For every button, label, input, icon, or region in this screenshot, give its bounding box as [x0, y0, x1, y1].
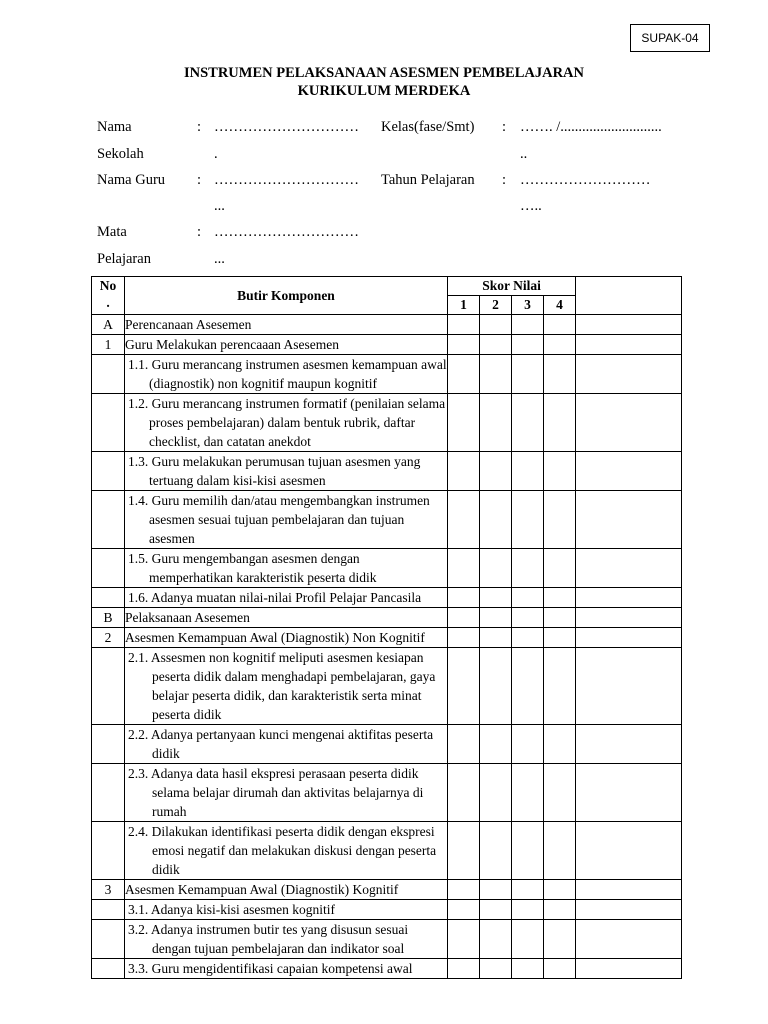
component-item: 1.4. Guru memilih dan/atau mengembangkan instrumen asesmen sesuai tujuan pembelajaran dan tujuan asesmen [128, 493, 430, 546]
score-cell-1[interactable] [448, 920, 480, 959]
score-cell-4[interactable] [544, 491, 576, 549]
component-item: 2.2. Adanya pertanyaan kunci mengenai aktifitas peserta didik [128, 727, 434, 761]
score-cell-4[interactable] [544, 335, 576, 355]
section-label: Guru Melakukan perencaaan Asesemen [125, 337, 340, 352]
score-cell-1[interactable] [448, 900, 480, 920]
title-line-2: KURIKULUM MERDEKA [297, 83, 471, 99]
component-cell [125, 822, 448, 880]
component-item: 1.5. Guru mengembangan asesmen dengan memperhatikan karakteristik peserta didik [128, 551, 377, 585]
nama-guru-value: ………………………… [214, 172, 359, 188]
table-row [92, 588, 682, 608]
score-cell-3[interactable] [512, 628, 544, 648]
row-number [92, 491, 125, 549]
row-number: 1 [92, 335, 125, 355]
table-row [92, 764, 682, 822]
kelas-value: ……. /............................ [520, 119, 662, 135]
component-item: 3.1. Adanya kisi-kisi asesmen kognitif [128, 902, 335, 917]
score-cell-1[interactable] [448, 725, 480, 764]
component-cell [125, 608, 448, 628]
component-item: 3.3. Guru mengidentifikasi capaian kompetensi awal [128, 961, 413, 976]
score-cell-1[interactable] [448, 608, 480, 628]
table-row [92, 315, 682, 335]
score-cell-3[interactable] [512, 920, 544, 959]
score-cell-1[interactable] [448, 959, 480, 979]
score-cell-2[interactable] [480, 822, 512, 880]
notes-cell[interactable] [576, 394, 682, 452]
notes-cell[interactable] [576, 880, 682, 900]
score-cell-4[interactable] [544, 452, 576, 491]
component-item: 1.1. Guru merancang instrumen asesmen kemampuan awal (diagnostik) non kognitif maupun kognitif [128, 357, 447, 391]
table-row [92, 880, 682, 900]
score-cell-3[interactable] [512, 822, 544, 880]
score-cell-1[interactable] [448, 491, 480, 549]
notes-cell[interactable] [576, 315, 682, 335]
score-cell-1[interactable] [448, 880, 480, 900]
table-row [92, 335, 682, 355]
score-cell-4[interactable] [544, 608, 576, 628]
score-cell-1[interactable] [448, 335, 480, 355]
header-skor-nilai: Skor Nilai [448, 277, 576, 296]
row-number [92, 588, 125, 608]
score-cell-3[interactable] [512, 355, 544, 394]
score-cell-1[interactable] [448, 822, 480, 880]
component-cell [125, 900, 448, 920]
section-label: Asesmen Kemampuan Awal (Diagnostik) Kognitif [125, 882, 399, 897]
kelas-colon: : [502, 119, 507, 135]
score-cell-4[interactable] [544, 549, 576, 588]
section-label: Perencanaan Asesemen [125, 317, 252, 332]
row-number [92, 764, 125, 822]
component-item: 1.2. Guru merancang instrumen formatif (penilaian selama proses pembelajaran) dalam bentuk rubrik, daftar checklist, dan catatan anekdot [128, 396, 446, 449]
score-cell-1[interactable] [448, 588, 480, 608]
component-cell [125, 394, 448, 452]
pelajaran-tail: ... [214, 251, 225, 267]
score-cell-1[interactable] [448, 648, 480, 725]
score-cell-3[interactable] [512, 880, 544, 900]
score-cell-2[interactable] [480, 900, 512, 920]
mata-value: ………………………… [214, 224, 359, 240]
score-cell-1[interactable] [448, 628, 480, 648]
row-number [92, 920, 125, 959]
component-cell [125, 315, 448, 335]
score-cell-2[interactable] [480, 880, 512, 900]
table-row [92, 959, 682, 979]
score-cell-2[interactable] [480, 920, 512, 959]
score-cell-4[interactable] [544, 588, 576, 608]
score-cell-3[interactable] [512, 725, 544, 764]
mata-colon: : [197, 224, 202, 240]
table-row [92, 549, 682, 588]
component-item: 1.3. Guru melakukan perumusan tujuan asesmen yang tertuang dalam kisi-kisi asesmen [128, 454, 421, 488]
component-cell [125, 959, 448, 979]
score-cell-2[interactable] [480, 355, 512, 394]
nama-guru-label: Nama Guru [97, 172, 166, 188]
nama-guru-tail: ... [214, 198, 225, 214]
score-cell-1[interactable] [448, 452, 480, 491]
score-cell-4[interactable] [544, 315, 576, 335]
notes-cell[interactable] [576, 549, 682, 588]
table-row [92, 920, 682, 959]
row-number [92, 394, 125, 452]
component-cell [125, 628, 448, 648]
score-cell-2[interactable] [480, 315, 512, 335]
notes-cell[interactable] [576, 588, 682, 608]
header-skor-1: 1 [448, 296, 480, 315]
score-cell-4[interactable] [544, 959, 576, 979]
pelajaran-label: Pelajaran [97, 251, 151, 267]
score-cell-2[interactable] [480, 491, 512, 549]
kelas-tail: .. [520, 146, 528, 162]
row-number [92, 648, 125, 725]
notes-cell[interactable] [576, 725, 682, 764]
component-cell [125, 725, 448, 764]
table-row [92, 394, 682, 452]
score-cell-4[interactable] [544, 822, 576, 880]
table-row [92, 608, 682, 628]
component-item: 1.6. Adanya muatan nilai-nilai Profil Pelajar Pancasila [128, 590, 422, 605]
score-cell-3[interactable] [512, 959, 544, 979]
score-cell-2[interactable] [480, 608, 512, 628]
score-cell-3[interactable] [512, 764, 544, 822]
nama-label: Nama [97, 119, 132, 135]
score-cell-2[interactable] [480, 764, 512, 822]
score-cell-2[interactable] [480, 725, 512, 764]
notes-cell[interactable] [576, 608, 682, 628]
component-cell [125, 920, 448, 959]
tahun-label: Tahun Pelajaran [381, 172, 475, 188]
mata-label: Mata [97, 224, 127, 240]
assessment-table [91, 276, 682, 979]
score-cell-4[interactable] [544, 628, 576, 648]
score-cell-1[interactable] [448, 355, 480, 394]
score-cell-2[interactable] [480, 628, 512, 648]
score-cell-1[interactable] [448, 764, 480, 822]
row-number: B [92, 608, 125, 628]
row-number [92, 959, 125, 979]
table-row [92, 491, 682, 549]
sekolah-label: Sekolah [97, 146, 144, 162]
score-cell-4[interactable] [544, 648, 576, 725]
header-skor-3: 3 [512, 296, 544, 315]
score-cell-4[interactable] [544, 920, 576, 959]
row-number: 3 [92, 880, 125, 900]
score-cell-3[interactable] [512, 648, 544, 725]
component-cell [125, 648, 448, 725]
table-body [92, 315, 682, 979]
notes-cell[interactable] [576, 764, 682, 822]
component-item: 3.2. Adanya instrumen butir tes yang disusun sesuai dengan tujuan pembelajaran dan indikator soal [128, 922, 409, 956]
header-skor-2: 2 [480, 296, 512, 315]
notes-cell[interactable] [576, 822, 682, 880]
score-cell-3[interactable] [512, 394, 544, 452]
header-empty [576, 277, 682, 315]
component-cell [125, 549, 448, 588]
score-cell-2[interactable] [480, 648, 512, 725]
component-cell [125, 335, 448, 355]
score-cell-2[interactable] [480, 959, 512, 979]
score-cell-4[interactable] [544, 900, 576, 920]
document-code-box [630, 24, 710, 52]
table-row [92, 452, 682, 491]
score-cell-3[interactable] [512, 588, 544, 608]
row-number [92, 549, 125, 588]
component-cell [125, 588, 448, 608]
component-cell [125, 355, 448, 394]
row-number [92, 822, 125, 880]
score-cell-2[interactable] [480, 588, 512, 608]
document-code: SUPAK-04 [641, 31, 699, 45]
row-number: A [92, 315, 125, 335]
table-row [92, 355, 682, 394]
tahun-tail: ….. [520, 198, 542, 214]
score-cell-4[interactable] [544, 355, 576, 394]
header-no: No . [92, 277, 125, 315]
score-cell-3[interactable] [512, 491, 544, 549]
notes-cell[interactable] [576, 335, 682, 355]
table-row [92, 648, 682, 725]
score-cell-3[interactable] [512, 549, 544, 588]
section-label: Asesmen Kemampuan Awal (Diagnostik) Non Kognitif [125, 630, 425, 645]
score-cell-2[interactable] [480, 394, 512, 452]
tahun-colon: : [502, 172, 507, 188]
score-cell-3[interactable] [512, 335, 544, 355]
notes-cell[interactable] [576, 900, 682, 920]
title-line-1: INSTRUMEN PELAKSANAAN ASESMEN PEMBELAJARAN [183, 65, 584, 81]
score-cell-2[interactable] [480, 335, 512, 355]
notes-cell[interactable] [576, 920, 682, 959]
table-row [92, 900, 682, 920]
score-cell-3[interactable] [512, 315, 544, 335]
kelas-label: Kelas(fase/Smt) [381, 119, 475, 135]
score-cell-4[interactable] [544, 764, 576, 822]
score-cell-4[interactable] [544, 880, 576, 900]
score-cell-4[interactable] [544, 725, 576, 764]
row-number [92, 900, 125, 920]
component-item: 2.4. Dilakukan identifikasi peserta didik dengan ekspresi emosi negatif dan melakukan diskusi dengan peserta didik [128, 824, 437, 877]
score-cell-1[interactable] [448, 315, 480, 335]
score-cell-1[interactable] [448, 394, 480, 452]
notes-cell[interactable] [576, 959, 682, 979]
notes-cell[interactable] [576, 648, 682, 725]
header-butir-komponen: Butir Komponen [125, 277, 448, 315]
header-skor-4: 4 [544, 296, 576, 315]
component-cell [125, 452, 448, 491]
notes-cell[interactable] [576, 355, 682, 394]
nama-value: ………………………… [214, 119, 359, 135]
score-cell-3[interactable] [512, 452, 544, 491]
notes-cell[interactable] [576, 491, 682, 549]
nama-colon: : [197, 119, 202, 135]
table-row [92, 725, 682, 764]
notes-cell[interactable] [576, 628, 682, 648]
row-number [92, 452, 125, 491]
score-cell-3[interactable] [512, 900, 544, 920]
row-number: 2 [92, 628, 125, 648]
row-number [92, 355, 125, 394]
tahun-value: ……………………… [520, 172, 651, 188]
component-item: 2.1. Assesmen non kognitif meliputi asesmen kesiapan peserta didik dalam menghadapi pembelajaran, gaya belajar peserta didik, dan karakteristik serta minat peserta didik [128, 650, 436, 722]
notes-cell[interactable] [576, 452, 682, 491]
component-cell [125, 880, 448, 900]
score-cell-2[interactable] [480, 452, 512, 491]
component-cell [125, 491, 448, 549]
table-row [92, 628, 682, 648]
row-number [92, 725, 125, 764]
component-cell [125, 764, 448, 822]
table-row [92, 822, 682, 880]
section-label: Pelaksanaan Asesemen [125, 610, 250, 625]
document-title [0, 64, 768, 100]
score-cell-2[interactable] [480, 549, 512, 588]
sekolah-dot: . [214, 146, 218, 162]
score-cell-3[interactable] [512, 608, 544, 628]
component-item: 2.3. Adanya data hasil ekspresi perasaan peserta didik selama belajar dirumah dan aktivitas belajarnya di rumah [128, 766, 424, 819]
nama-guru-colon: : [197, 172, 202, 188]
score-cell-1[interactable] [448, 549, 480, 588]
score-cell-4[interactable] [544, 394, 576, 452]
